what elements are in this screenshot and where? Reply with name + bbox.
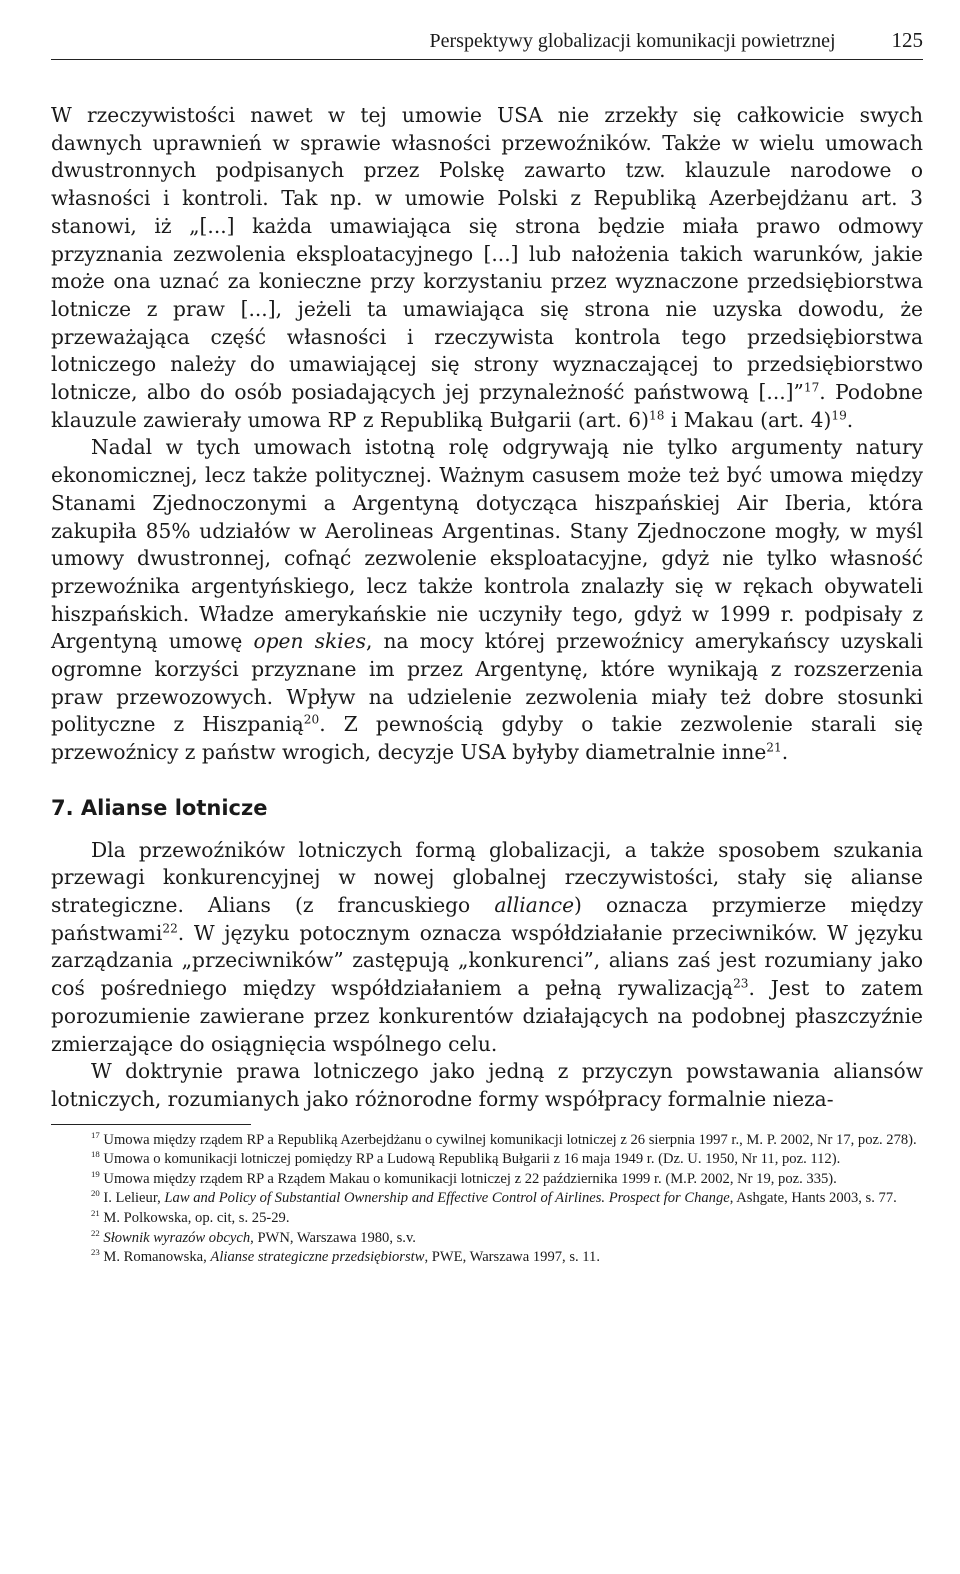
footnote-17: $^{17}$ Umowa między rządem RP a Republiką Azerbejdżanu o cywilnej komunikacji lotniczej z 26 sierpnia 1997 r., M. P. 2002, Nr 17, poz. 278). bbox=[91, 1129, 917, 1148]
section-heading: 7. Alianse lotnicze bbox=[51, 795, 268, 820]
footnote-20: $^{20}$ I. Lelieur, Law and Policy of Substantial Ownership and Effective Control of Airlines. Prospect for Change, Ashgate, Hants 2003, s. 77. bbox=[91, 1188, 897, 1207]
running-header bbox=[51, 28, 923, 60]
footnote-ref-19[interactable]: 19 bbox=[831, 408, 847, 422]
footnote-ref-18[interactable]: 18 bbox=[649, 408, 665, 422]
footnote-ref-20[interactable]: 20 bbox=[303, 712, 320, 727]
footnote-21: $^{21}$ M. Polkowska, op. cit, s. 25-29. bbox=[91, 1208, 290, 1226]
footnote-ref-17[interactable]: 17 bbox=[803, 380, 820, 395]
footnote-ref-23[interactable]: 23 bbox=[733, 976, 749, 991]
paragraph-4: W doktrynie prawa lotniczego jako jedną z przyczyn powstawania aliansów lotniczych, rozumianych jako różnorodne formy współpracy formalnie nieza- bbox=[51, 1059, 923, 1111]
footnote-ref-21[interactable]: 21 bbox=[766, 740, 782, 755]
body-text bbox=[51, 102, 923, 1114]
page bbox=[51, 28, 923, 1268]
footnote-19: $^{19}$ Umowa między rządem RP a Rządem Makau o komunikacji lotniczej z 22 października 1999 r. (M.P. 2002, Nr 19, poz. 335). bbox=[91, 1168, 837, 1187]
page-number: 125 bbox=[891, 28, 923, 52]
paragraph-3: Dla przewoźników lotniczych formą globalizacji, a także sposobem szukania przewagi konkurencyjnej w nowej globalnej rzeczywistości, stały się alianse strategiczne. Alians (z francuskiego alliance) oznacza przymierze między państwami$^{22}$. W języku potocznym oznacza współdziałanie przeciwników. W języku zarządzania „przeciwników” zastępują „konkurenci”, alians zaś jest rozumiany jako coś pośredniego między współdziałaniem a pełną rywalizacją$^{23}$. Jest to zatem porozumienie zawierane przez konkurentów działających na podobnej płaszczyźnie zmierzające do osiągnięcia wspólnego celu. bbox=[51, 837, 923, 1056]
paragraph-1: W rzeczywistości nawet w tej umowie USA nie zrzekły się całkowicie swych dawnych uprawnień w sprawie własności przewoźników. Także w wielu umowach dwustronnych podpisanych przez Polskę zawarto tzw. klauzule narodowe o własności i kontroli. Tak np. w umowie Polski z Republiką Azerbejdżanu art. 3 stanowi, iż „[...] każda umawiająca się strona będzie miała prawo odmowy przyznania zezwolenia eksploatacyjnego [...] lub nałożenia takich warunków, jakie może ona uznać za konieczne przy korzystaniu przez wyznaczone przedsiębiorstwa lotnicze z praw [...], jeżeli ta umawiająca się strona nie uzyska dowodu, że przeważająca część własności i rzeczywista kontrola tego przedsiębiorstwa lotniczego należy do umawiającej się strony wyznaczającej to przedsiębiorstwo lotnicze, albo do osób posiadających jej przynależność państwową [...]”$^{17}$. Podobne klauzule zawierały umowa RP z Republiką Bułgarii (art. 6)$^{18}$ i Makau (art. 4)$^{19}$. bbox=[51, 103, 923, 432]
footnote-22: $^{22}$ Słownik wyrazów obcych, PWN, Warszawa 1980, s.v. bbox=[91, 1227, 416, 1246]
footnote-ref-22[interactable]: 22 bbox=[162, 920, 178, 935]
running-title: Perspektywy globalizacji komunikacji powietrznej bbox=[429, 30, 836, 52]
footnote-18: $^{18}$ Umowa o komunikacji lotniczej pomiędzy RP a Ludową Republiką Bułgarii z 16 maja 1949 r. (Dz. U. 1950, Nr 11, poz. 112). bbox=[91, 1149, 841, 1168]
paragraph-2: Nadal w tych umowach istotną rolę odgrywają nie tylko argumenty natury ekonomicznej, lecz także politycznej. Ważnym casusem może też być umowa między Stanami Zjednoczonymi a Argentyną dotycząca hiszpańskiej Air Iberia, która zakupiła 85% udziałów w Aerolineas Argentinas. Stany Zjednoczone mogły, w myśl umowy dwustronnej, cofnąć zezwolenie eksploatacyjne, gdyż nie tylko własność przewoźnika argentyńskiego, lecz także kontrola znalazły się w rękach obywateli hiszpańskich. Władze amerykańskie nie uczyniły tego, gdyż w 1999 r. podpisały z Argentyną umowę open skies, na mocy której przewoźnicy amerykańscy uzyskali ogromne korzyści przyznane im przez Argentynę, które wynikają z rozszerzenia praw przewozowych. Wpływ na udzielenie zezwolenia miały też dobre stosunki polityczne z Hiszpanią$^{20}$. Z pewnością gdyby o takie zezwolenie starali się przewoźnicy z państw wrogich, decyzje USA byłyby diametralnie inne$^{21}$. bbox=[51, 435, 924, 765]
footnote-23: $^{23}$ M. Romanowska, Alianse strategiczne przedsiębiorstw, PWE, Warszawa 1997, s. 11. bbox=[91, 1247, 601, 1266]
footnote-divider bbox=[51, 1124, 251, 1125]
footnotes bbox=[51, 1131, 923, 1268]
